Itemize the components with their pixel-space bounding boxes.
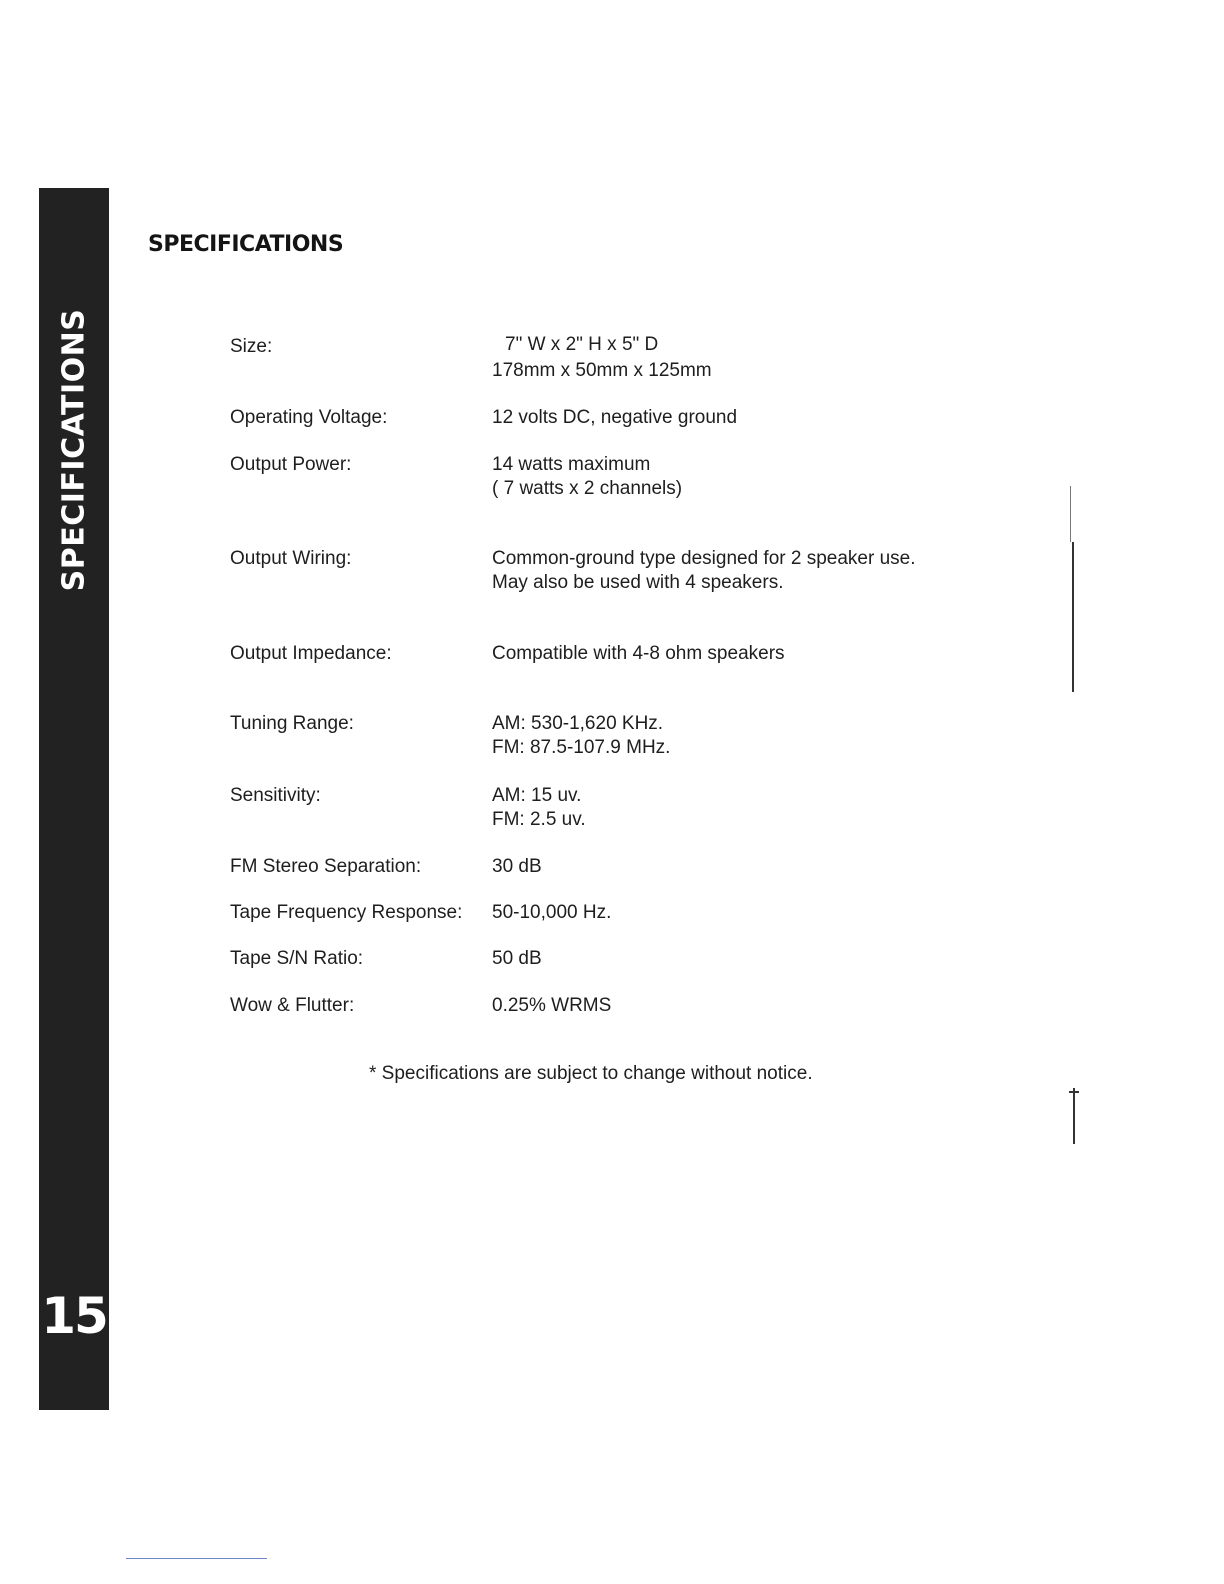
spec-value-size-imperial: 7" W x 2" H x 5" D <box>505 334 659 355</box>
spec-value-sensitivity-am: AM: 15 uv. <box>492 785 582 806</box>
spec-label-wow-flutter: Wow & Flutter: <box>230 995 355 1016</box>
spec-value-output-wiring-2: May also be used with 4 speakers. <box>492 572 784 593</box>
spec-value-tape-sn-ratio: 50 dB <box>492 948 542 969</box>
side-tab-label-text: SPECIFICATIONS <box>56 308 92 592</box>
bottom-rule <box>126 1558 267 1559</box>
margin-mark-tick <box>1069 1091 1079 1093</box>
spec-label-operating-voltage: Operating Voltage: <box>230 407 388 428</box>
spec-label-fm-stereo-separation: FM Stereo Separation: <box>230 856 422 877</box>
spec-label-output-power: Output Power: <box>230 454 352 475</box>
spec-value-output-power-channels: ( 7 watts x 2 channels) <box>492 478 683 499</box>
spec-label-output-wiring: Output Wiring: <box>230 548 352 569</box>
spec-label-size: Size: <box>230 336 273 357</box>
spec-label-tape-frequency-response: Tape Frequency Response: <box>230 902 463 923</box>
spec-value-fm-stereo-separation: 30 dB <box>492 856 542 877</box>
spec-value-output-power-max: 14 watts maximum <box>492 454 651 475</box>
spec-label-sensitivity: Sensitivity: <box>230 785 321 806</box>
spec-value-output-wiring-1: Common-ground type designed for 2 speaker use. <box>492 548 916 569</box>
spec-value-wow-flutter: 0.25% WRMS <box>492 995 612 1016</box>
spec-value-tuning-range-fm: FM: 87.5-107.9 MHz. <box>492 737 671 758</box>
spec-label-output-impedance: Output Impedance: <box>230 643 392 664</box>
spec-value-sensitivity-fm: FM: 2.5 uv. <box>492 809 586 830</box>
margin-mark-top <box>1070 486 1071 542</box>
margin-mark-bottom <box>1073 1088 1075 1144</box>
spec-value-operating-voltage: 12 volts DC, negative ground <box>492 407 738 428</box>
page-title: SPECIFICATIONS <box>148 232 344 257</box>
spec-label-tuning-range: Tuning Range: <box>230 713 354 734</box>
side-tab <box>39 188 109 1410</box>
spec-label-tape-sn-ratio: Tape S/N Ratio: <box>230 948 364 969</box>
spec-value-size-metric: 178mm x 50mm x 125mm <box>492 360 712 381</box>
spec-value-tape-frequency-response: 50-10,000 Hz. <box>492 902 612 923</box>
footnote: * Specifications are subject to change without notice. <box>369 1063 813 1084</box>
spec-value-tuning-range-am: AM: 530-1,620 KHz. <box>492 713 664 734</box>
margin-mark-long <box>1072 542 1074 692</box>
page-number: 15 <box>41 1287 107 1345</box>
spec-value-output-impedance: Compatible with 4-8 ohm speakers <box>492 643 785 664</box>
